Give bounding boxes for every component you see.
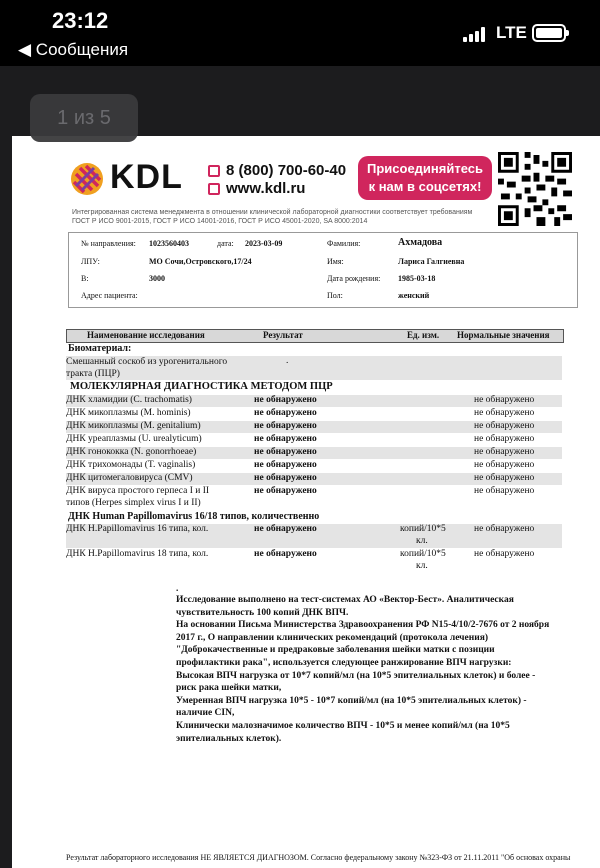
note-line: чувствительность 100 копий ДНК ВПЧ.: [176, 607, 349, 618]
test-result: не обнаружено: [254, 421, 317, 431]
table-row: [66, 473, 562, 485]
address-label: Адрес пациента:: [81, 291, 138, 300]
table-row: [66, 447, 562, 459]
test-result: не обнаружено: [254, 395, 317, 405]
dob-value: 1985-03-18: [398, 274, 436, 283]
test-result: не обнаружено: [254, 486, 317, 496]
test-result: не обнаружено: [254, 434, 317, 444]
name-label: Имя:: [327, 257, 344, 266]
note-line: "Доброкачественные и предраковые заболевания шейки матки с позиции: [176, 645, 495, 656]
test-name: ДНК гонококка (N. gonorrhoeae): [66, 447, 197, 457]
test-norm: не обнаружено: [474, 460, 535, 470]
note-line: эпителиальных клеток).: [176, 733, 282, 744]
iso-line-2: ГОСТ Р ИСО 9001-2015, ГОСТ Р ИСО 14001-2016, ГОСТ Р ИСО 45001-2020, SA 8000:2014: [72, 218, 368, 225]
test-result: не обнаружено: [254, 524, 317, 534]
status-bar: [0, 0, 600, 64]
notes-block: [176, 584, 566, 745]
test-result: не обнаружено: [254, 408, 317, 418]
test-result: не обнаружено: [254, 447, 317, 457]
note-line: риск рака шейки матки,: [176, 683, 282, 694]
biomaterial-dot: .: [286, 356, 289, 366]
date-label: дата:: [217, 239, 234, 248]
test-result: не обнаружено: [254, 473, 317, 483]
v-label: В:: [81, 274, 89, 283]
referral-label: № направления:: [81, 239, 136, 248]
phone-text: 8 (800) 700-60-40: [226, 162, 347, 179]
phone-icon: [208, 165, 220, 177]
header-test-name: Наименование исследования: [87, 330, 205, 340]
network-type: LTE: [496, 23, 527, 42]
test-unit-line-2: кл.: [416, 536, 428, 546]
table-row: [66, 434, 562, 446]
iso-statement: [72, 208, 492, 226]
biomaterial-label: Биоматериал:: [68, 343, 132, 354]
test-result: не обнаружено: [254, 549, 317, 559]
test-name: ДНК микоплазмы (M. hominis): [66, 408, 191, 418]
test-norm: не обнаружено: [474, 395, 535, 405]
test-name: ДНК хламидии (C. trachomatis): [66, 395, 192, 405]
table-row: [66, 486, 562, 511]
test-name: ДНК трихомонады (T. vaginalis): [66, 460, 196, 470]
footer-disclaimer: Результат лабораторного исследования НЕ ЯВЛЯЕТСЯ ДИАГНОЗОМ. Согласно федеральному закону №323-ФЗ от 21.11.2011 "Об основах охраны: [66, 853, 571, 862]
test-norm: не обнаружено: [474, 408, 535, 418]
header-norm: Нормальные значения: [457, 330, 550, 340]
iso-line-1: Интегрированная система менеджмента в отношении клинической лабораторной диагностики соответствует требованиям: [72, 209, 473, 216]
patient-info-box: [68, 232, 578, 308]
social-line-2: к нам в соцсетях!: [368, 179, 482, 194]
notes-dot: .: [176, 584, 179, 594]
table-row: [66, 524, 562, 548]
phone-number: [208, 162, 346, 179]
test-unit-line-2: кл.: [416, 561, 428, 571]
test-name: ДНК H.Papillomavirus 18 типа, кол.: [66, 549, 209, 559]
back-to-messages-button[interactable]: ◀ Сообщения: [18, 40, 129, 59]
referral-value: 1023560403: [149, 239, 189, 248]
kdl-logo-icon: [70, 162, 104, 196]
note-line: наличие CIN,: [176, 708, 235, 719]
test-unit: копий/10*5: [400, 524, 446, 534]
page-counter: 1 из 5: [30, 94, 138, 142]
battery-icon: [532, 24, 566, 42]
test-name-line-2: типов (Herpes simplex virus I и II): [66, 498, 201, 508]
note-line: Исследование выполнено на тест-системах АО «Вектор-Бест». Аналитическая: [176, 595, 514, 605]
header-result: Результат: [263, 330, 303, 340]
monitor-icon: [208, 183, 220, 195]
lpu-label: ЛПУ:: [81, 257, 100, 266]
test-norm: не обнаружено: [474, 486, 535, 496]
test-name: ДНК микоплазмы (M. genitalium): [66, 421, 201, 431]
biomaterial-value: Смешанный соскоб из урогенитального тракта (ПЦР): [66, 357, 228, 379]
test-norm: не обнаружено: [474, 473, 535, 483]
test-norm: не обнаружено: [474, 421, 535, 431]
clock: 23:12: [52, 8, 109, 33]
social-line-1: Присоединяйтесь: [367, 161, 483, 176]
test-norm: не обнаружено: [474, 434, 535, 444]
section-hpv-row: [66, 511, 562, 524]
site-text: www.kdl.ru: [226, 180, 306, 197]
note-line: профилактики рака", используется следующее ранжирование ВПЧ нагрузки:: [176, 657, 512, 668]
test-name: ДНК цитомегаловируса (CMV): [66, 473, 193, 483]
results-table-header: [66, 329, 564, 343]
table-row: [66, 395, 562, 407]
note-line: Высокая ВПЧ нагрузка от 10*7 копий/мл (на 10*5 эпителиальных клеток) и более -: [176, 670, 536, 681]
surname-label: Фамилия:: [327, 239, 361, 248]
test-result: не обнаружено: [254, 460, 317, 470]
qr-code-icon: [498, 152, 572, 226]
dob-label: Дата рождения:: [327, 274, 381, 283]
logo-text: KDL: [110, 158, 183, 196]
date-value: 2023-03-09: [245, 239, 283, 248]
test-norm: не обнаружено: [474, 447, 535, 457]
test-name-line-1: ДНК вируса простого герпеса I и II: [66, 486, 210, 496]
section-hpv-title: ДНК Human Papillomavirus 16/18 типов, количественно: [68, 511, 320, 522]
test-name: ДНК уреаплазмы (U. urealyticum): [66, 434, 202, 444]
test-norm: не обнаружено: [474, 524, 535, 534]
test-unit: копий/10*5: [400, 549, 446, 559]
table-row: [66, 549, 562, 573]
signal-icon: [463, 26, 489, 42]
test-norm: не обнаружено: [474, 549, 535, 559]
table-row: [66, 421, 562, 433]
sex-label: Пол:: [327, 291, 343, 300]
note-line: 2017 г., О направлении клинических рекомендаций (протокола лечения): [176, 632, 488, 643]
lpu-value: МО Сочи,Островского,17/24: [149, 257, 252, 266]
note-line: Клинически малозначимое количество ВПЧ - 10*5 и менее копий/мл (на 10*5: [176, 720, 510, 731]
surname-value: Ахмадова: [398, 237, 443, 248]
website: [208, 180, 305, 197]
lab-report-page: [12, 136, 600, 868]
note-line: На основании Письма Министерства Здравоохранения РФ N15-4/10/2-7676 от 2 ноября: [176, 620, 550, 631]
section-pcr-row: [66, 381, 562, 394]
test-name: ДНК H.Papillomavirus 16 типа, кол.: [66, 524, 209, 534]
table-row: [66, 460, 562, 472]
v-value: 3000: [149, 274, 165, 283]
biomaterial-row: [66, 356, 562, 380]
name-value: Лариса Галгиевна: [398, 257, 465, 266]
biomaterial-heading-row: [66, 343, 562, 355]
note-line: Умеренная ВПЧ нагрузка 10*5 - 10*7 копий/мл (на 10*5 эпителиальных клеток) -: [176, 695, 527, 706]
social-banner: [358, 156, 492, 200]
section-pcr-title: МОЛЕКУЛЯРНАЯ ДИАГНОСТИКА МЕТОДОМ ПЦР: [70, 381, 333, 392]
sex-value: женский: [398, 291, 430, 300]
table-row: [66, 408, 562, 420]
header-unit: Ед. изм.: [407, 330, 440, 340]
